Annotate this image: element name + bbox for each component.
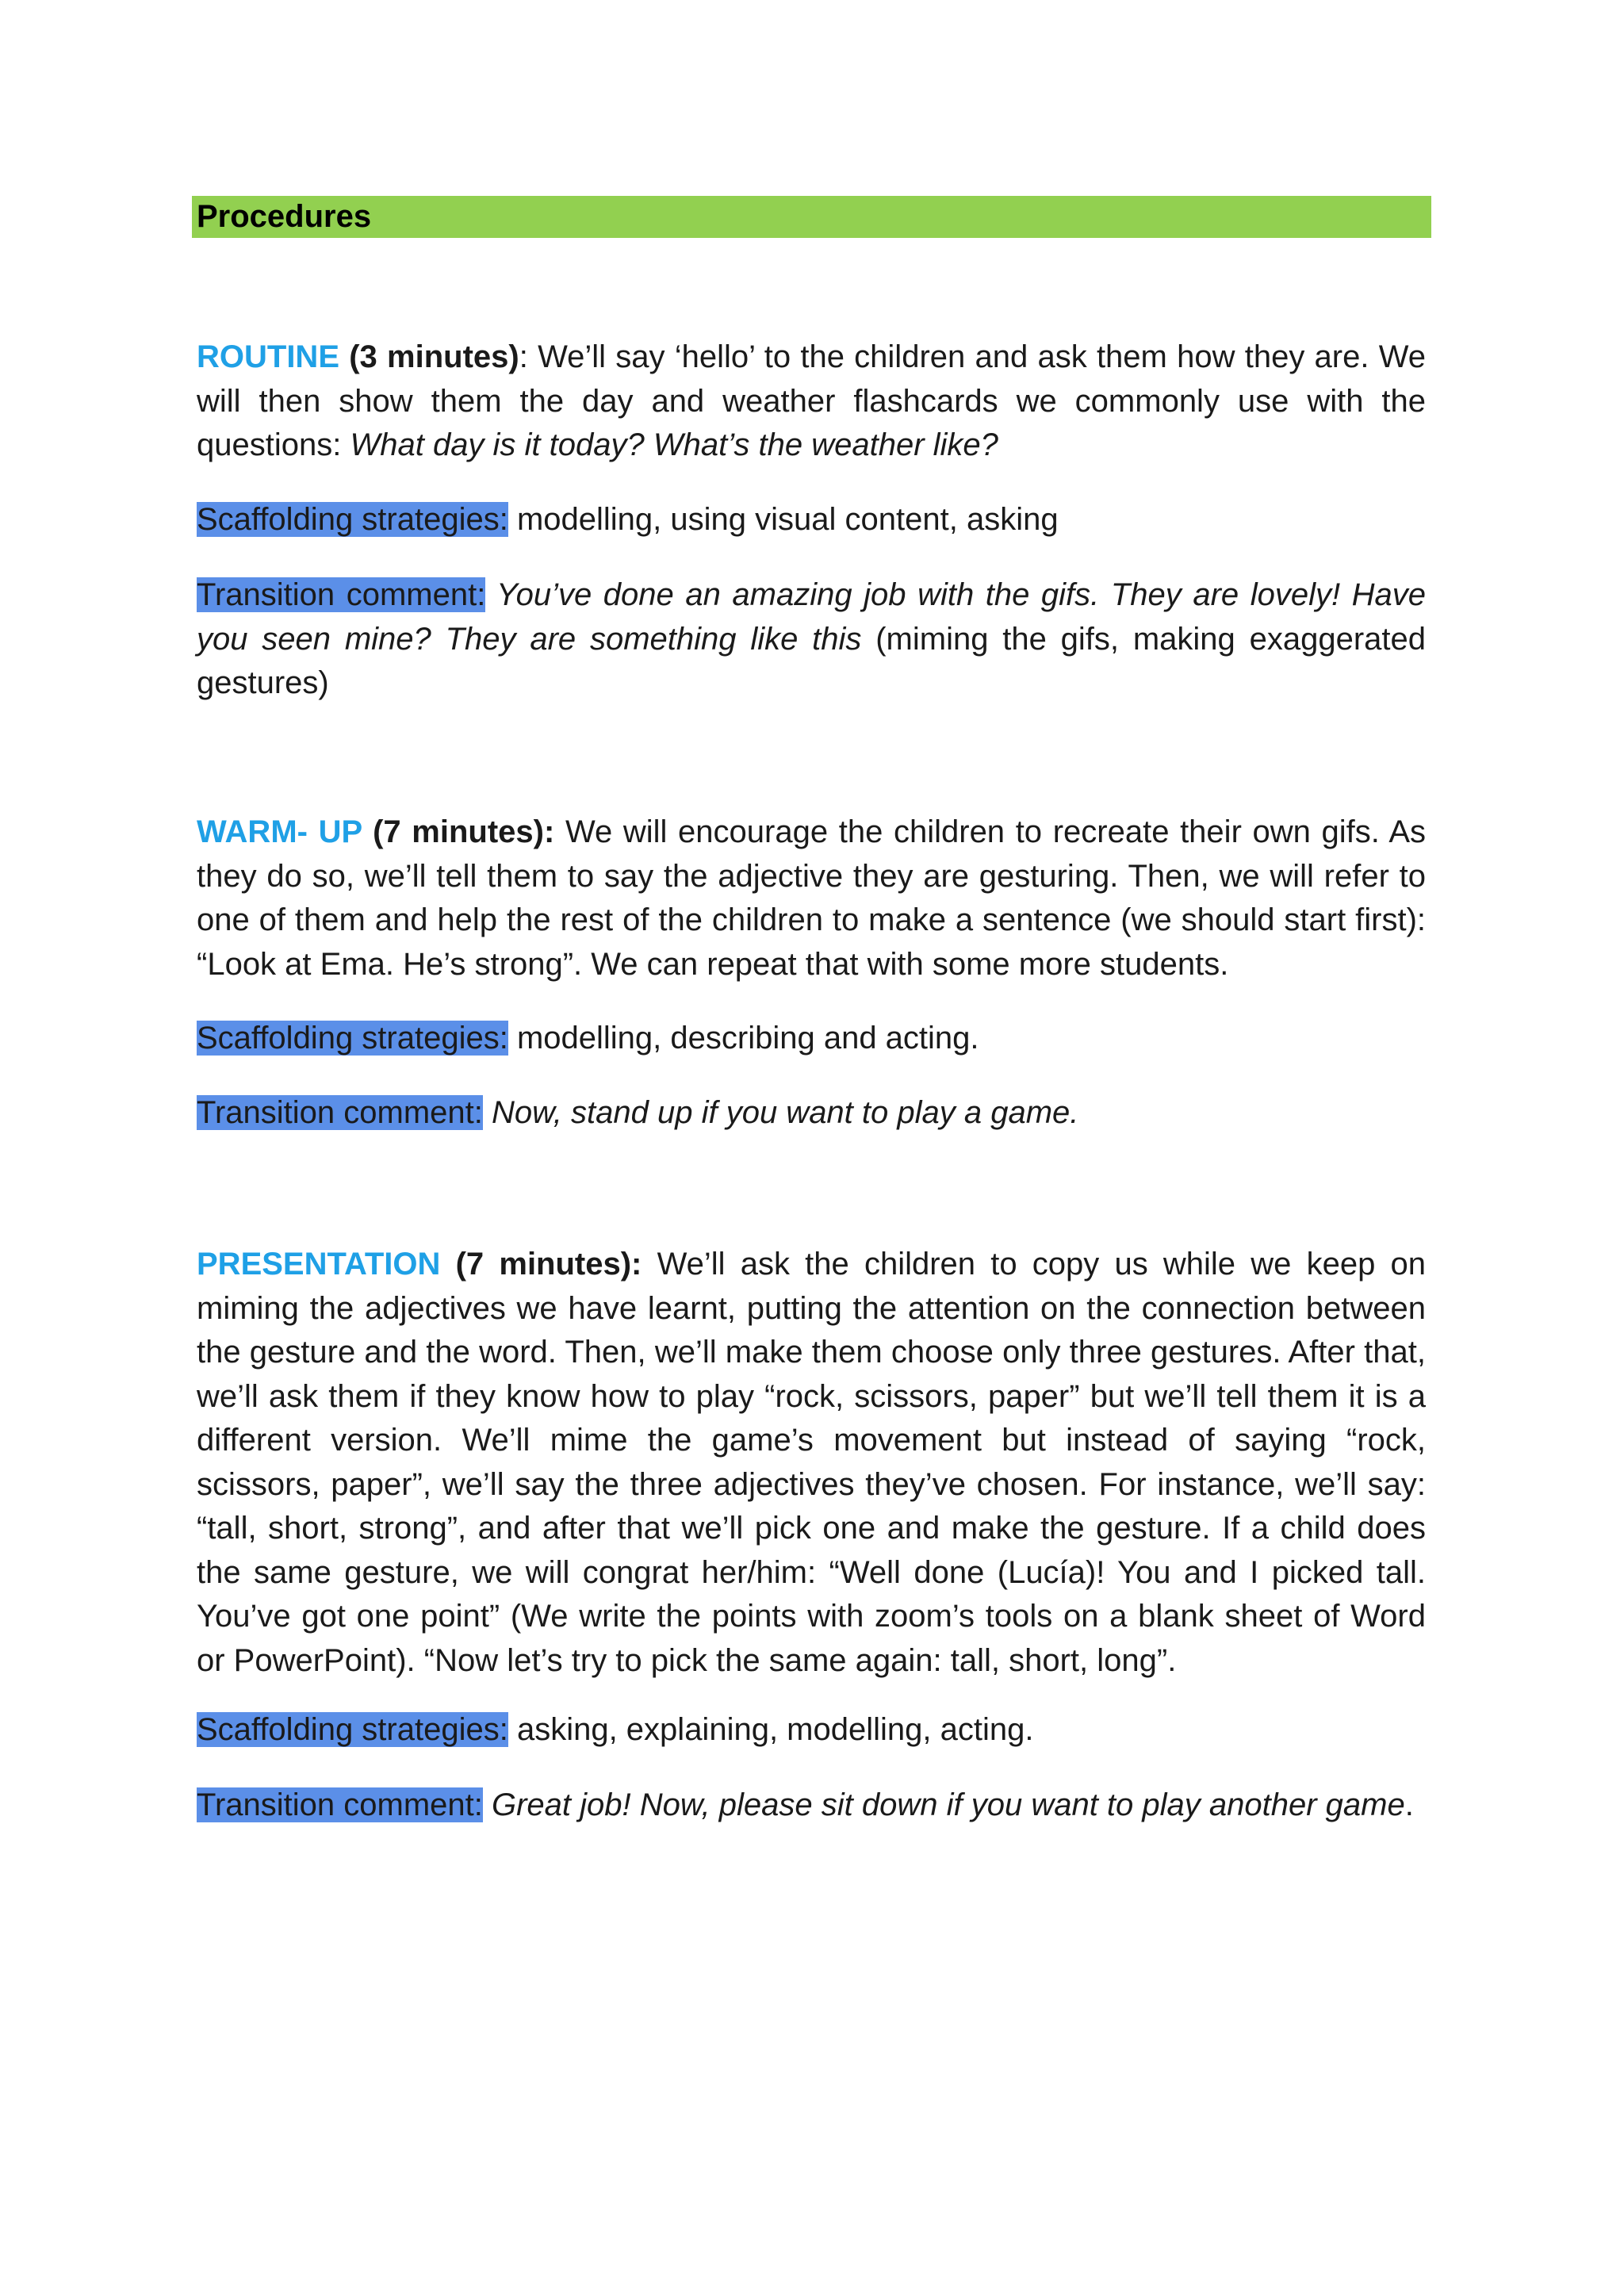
warmup-scaffolding-text: modelling, describing and acting. [508, 1021, 979, 1056]
routine-transition-text: (miming the gifs, making exaggerated gestures) [197, 621, 1426, 700]
routine-text: : We’ll say ‘hello’ to the children and ask them how they are. We will then show them the day and weather flashcards we commonly use with the questions: [197, 339, 1426, 462]
routine-scaffolding-text: modelling, using visual content, asking [508, 502, 1059, 537]
presentation-transition-quote: Great job! Now, please sit down if you want to play another game [482, 1787, 1405, 1822]
procedures-title: Procedures [197, 199, 372, 234]
procedures-header-bar [192, 196, 1431, 238]
routine-transition-quote: You’ve done an amazing job with the gifs. They are lovely! Have you seen mine? They are something like this [197, 577, 1427, 657]
presentation-scaffolding [197, 1708, 1426, 1752]
warmup-duration: (7 minutes): [362, 814, 555, 849]
routine-scaffolding [197, 498, 1426, 542]
routine-transition-label: Transition comment: [197, 577, 486, 612]
routine-heading: ROUTINE [197, 339, 339, 374]
warmup-scaffolding [197, 1017, 1426, 1060]
warmup-transition [197, 1091, 1426, 1135]
presentation-paragraph [197, 1243, 1426, 1683]
warmup-text: We will encourage the children to recreate their own gifs. As they do so, we’ll tell them to say the adjective they are gesturing. Then, we will refer to one of them and help the rest of the children to make a sentence (we should start first): “Look at Ema. He’s strong”. We can repeat that with some more students. [197, 814, 1427, 982]
warmup-heading: WARM- UP [197, 814, 362, 849]
presentation-transition [197, 1784, 1426, 1827]
routine-duration: (3 minutes) [349, 339, 519, 374]
presentation-scaffolding-label: Scaffolding strategies: [197, 1712, 508, 1747]
routine-paragraph [197, 335, 1426, 468]
presentation-duration: (7 minutes): [440, 1247, 642, 1282]
routine-scaffolding-label: Scaffolding strategies: [197, 502, 508, 537]
warmup-transition-quote: Now, stand up if you want to play a game. [482, 1095, 1079, 1130]
presentation-text: We’ll ask the children to copy us while we keep on miming the adjectives we have learnt, putting the attention on the connection between the gesture and the word. Then, we’ll make them choose only three gestures. After that, we’ll ask them if they know how to play “rock, scissors, paper” but we’ll tell them it is a different version. We’ll mime the game’s movement but instead of saying “rock, scissors, paper”, we’ll say the three adjectives they’ve chosen. For instance, we’ll say: “tall, short, strong”, and after that we’ll pick one and make the gesture. If a child does the same gesture, we will congrat her/him: “Well done (Lucía)! You and I picked tall. You’ve got one point” (We write the points with zoom’s tools on a blank sheet of Word or PowerPoint). “Now let’s try to pick the same again: tall, short, long”. [197, 1247, 1427, 1678]
warmup-scaffolding-label: Scaffolding strategies: [197, 1021, 508, 1056]
warmup-paragraph [197, 810, 1426, 987]
presentation-transition-label: Transition comment: [197, 1787, 483, 1822]
presentation-heading: PRESENTATION [197, 1247, 441, 1282]
warmup-transition-label: Transition comment: [197, 1095, 483, 1130]
presentation-scaffolding-text: asking, explaining, modelling, acting. [508, 1712, 1034, 1747]
routine-questions: What day is it today? What’s the weather like? [350, 427, 998, 462]
presentation-transition-end: . [1404, 1787, 1414, 1822]
routine-transition [197, 573, 1426, 706]
